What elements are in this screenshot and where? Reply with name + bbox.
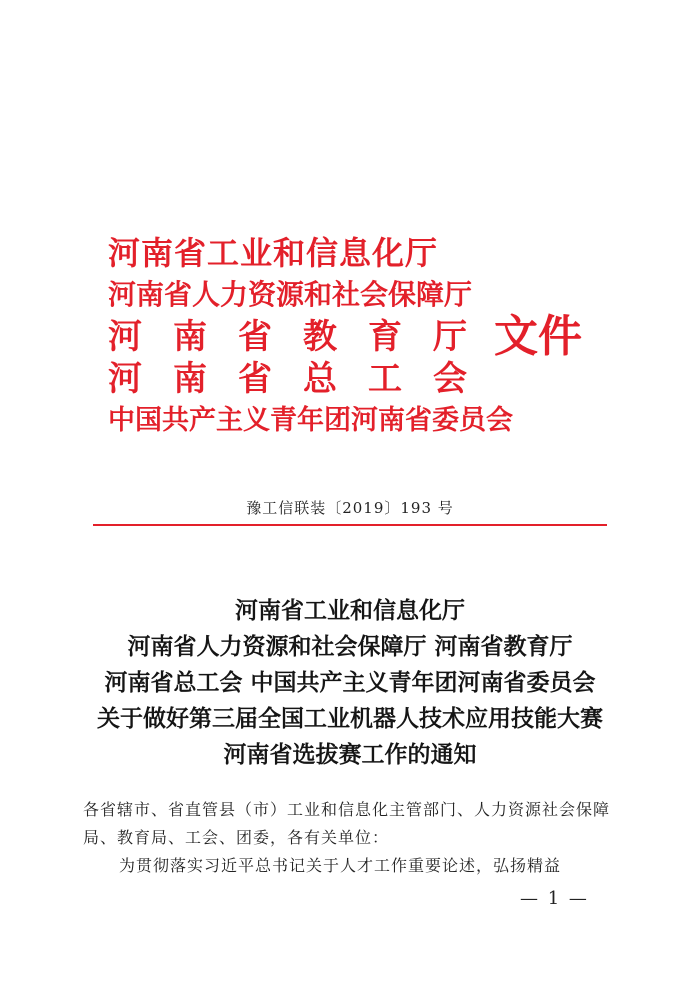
recipients-paragraph: 各省辖市、省直管县（市）工业和信息化主管部门、人力资源社会保障局、教育局、工会、团委，各有关单位： (83, 800, 611, 847)
title-line: 河南省人力资源和社会保障厅 河南省教育厅 (127, 633, 573, 660)
title-line: 关于做好第三届全国工业机器人技术应用技能大赛 (97, 705, 603, 732)
body-text (83, 796, 623, 880)
red-divider (93, 524, 607, 526)
page-number: — 1 — (520, 888, 589, 909)
title-line: 河南省总工会 中国共产主义青年团河南省委员会 (104, 669, 596, 696)
issuer-line: 河南省人力资源和社会保障厅 (108, 278, 473, 311)
notice-title (0, 593, 700, 773)
opening-paragraph: 为贯彻落实习近平总书记关于人才工作重要论述，弘扬精益 (119, 856, 562, 875)
document-number: 豫工信联装〔2019〕193 号 (246, 499, 454, 517)
issuer-line: 河南省教育厅 (108, 317, 498, 357)
issuer-line: 河南省总工会 (108, 359, 498, 399)
document-type-label: 文件 (494, 311, 582, 362)
issuer-line: 河南省工业和信息化厅 (108, 234, 439, 272)
title-line: 河南省工业和信息化厅 (235, 597, 465, 624)
issuer-line: 中国共产主义青年团河南省委员会 (108, 405, 513, 436)
title-line: 河南省选拔赛工作的通知 (223, 741, 477, 768)
